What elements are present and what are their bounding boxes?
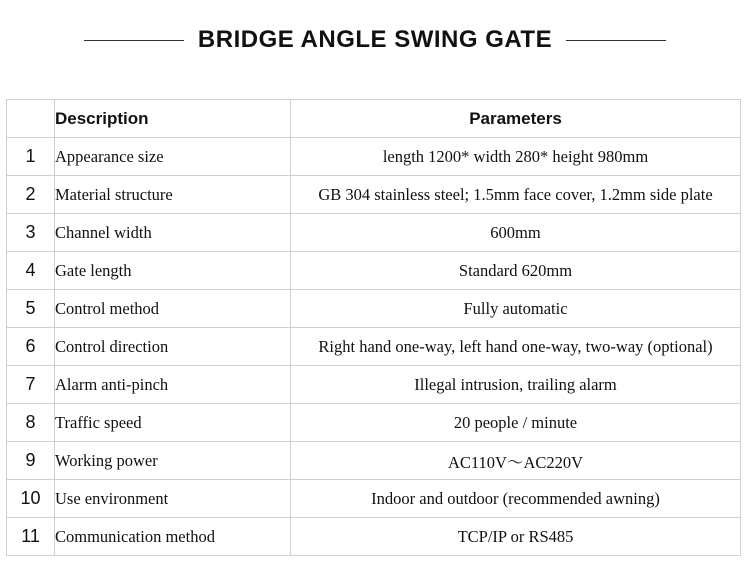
table-header-row bbox=[7, 100, 741, 138]
table-row bbox=[7, 176, 741, 214]
page-title: BRIDGE ANGLE SWING GATE bbox=[197, 26, 553, 53]
row-number: 7 bbox=[7, 366, 55, 404]
row-parameter: length 1200* width 280* height 980mm bbox=[291, 138, 741, 176]
row-description: Control method bbox=[55, 290, 291, 328]
row-number: 4 bbox=[7, 252, 55, 290]
row-description: Appearance size bbox=[55, 138, 291, 176]
row-parameter: Indoor and outdoor (recommended awning) bbox=[291, 480, 741, 518]
row-parameter: AC110V〜AC220V bbox=[291, 442, 741, 480]
row-number: 9 bbox=[7, 442, 55, 480]
table-row bbox=[7, 214, 741, 252]
header-number bbox=[7, 100, 55, 138]
row-number: 11 bbox=[7, 518, 55, 556]
row-description: Alarm anti-pinch bbox=[55, 366, 291, 404]
row-description: Working power bbox=[55, 442, 291, 480]
row-number: 6 bbox=[7, 328, 55, 366]
row-parameter: 600mm bbox=[291, 214, 741, 252]
title-left-rule bbox=[84, 40, 184, 41]
table-row bbox=[7, 328, 741, 366]
table-row bbox=[7, 480, 741, 518]
row-parameter: Standard 620mm bbox=[291, 252, 741, 290]
row-parameter: TCP/IP or RS485 bbox=[291, 518, 741, 556]
row-description: Channel width bbox=[55, 214, 291, 252]
title-right-rule bbox=[566, 40, 666, 41]
row-description: Control direction bbox=[55, 328, 291, 366]
row-parameter: Illegal intrusion, trailing alarm bbox=[291, 366, 741, 404]
row-parameter: Right hand one-way, left hand one-way, two-way (optional) bbox=[291, 328, 741, 366]
table-row bbox=[7, 442, 741, 480]
table-row bbox=[7, 290, 741, 328]
row-parameter: 20 people / minute bbox=[291, 404, 741, 442]
spec-table bbox=[6, 99, 741, 556]
title-bar bbox=[0, 22, 750, 58]
row-parameter: GB 304 stainless steel; 1.5mm face cover, 1.2mm side plate bbox=[291, 176, 741, 214]
table-row bbox=[7, 366, 741, 404]
row-number: 10 bbox=[7, 480, 55, 518]
row-number: 2 bbox=[7, 176, 55, 214]
row-number: 5 bbox=[7, 290, 55, 328]
header-parameters: Parameters bbox=[291, 100, 741, 138]
table-row bbox=[7, 138, 741, 176]
row-description: Traffic speed bbox=[55, 404, 291, 442]
row-number: 3 bbox=[7, 214, 55, 252]
row-description: Use environment bbox=[55, 480, 291, 518]
row-number: 1 bbox=[7, 138, 55, 176]
table-row bbox=[7, 252, 741, 290]
table-row bbox=[7, 404, 741, 442]
header-description: Description bbox=[55, 100, 291, 138]
row-parameter: Fully automatic bbox=[291, 290, 741, 328]
row-number: 8 bbox=[7, 404, 55, 442]
row-description: Gate length bbox=[55, 252, 291, 290]
row-description: Communication method bbox=[55, 518, 291, 556]
row-description: Material structure bbox=[55, 176, 291, 214]
table-row bbox=[7, 518, 741, 556]
